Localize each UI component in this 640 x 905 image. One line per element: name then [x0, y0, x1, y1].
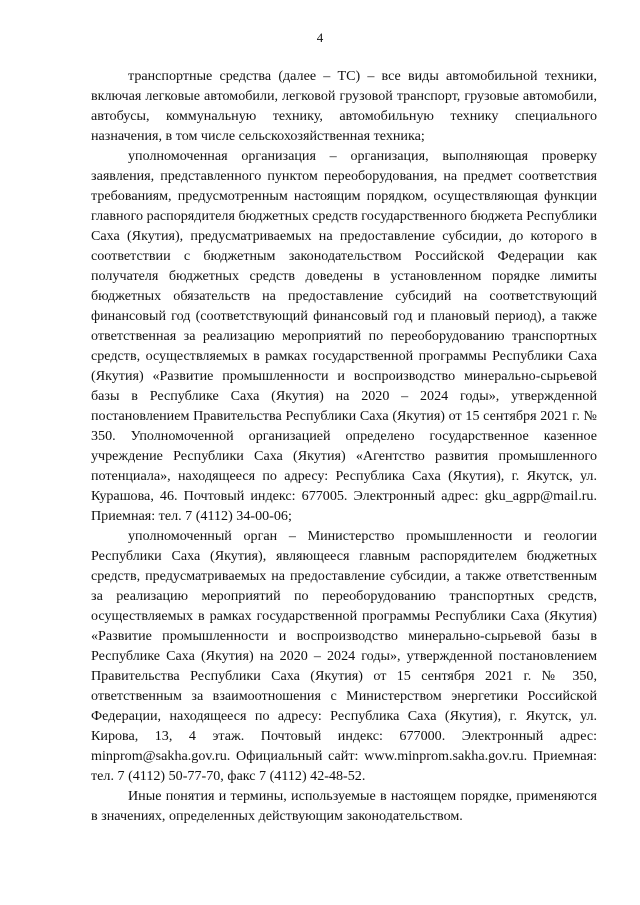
paragraph-other-terms: Иные понятия и термины, используемые в настоящем порядке, применяются в значениях, определенных действующим законодательством.	[91, 788, 597, 824]
paragraph-authorized-organization: уполномоченная организация – организация, выполняющая проверку заявления, представленного пунктом переоборудования, на предмет соответствия требованиям, предусмотренным настоящим порядком, осуществляющая функции главного распорядителя бюджетных средств государственного бюджета Республики Саха (Якутия), предусматриваемых на предоставление субсидии, до которого в соответствии с бюджетным законодательством Российской Федерации как получателя бюджетных средств доведены в установленном порядке лимиты бюджетных обязательств на предоставление субсидий на соответствующий финансовый год (соответствующий финансовый год и плановый период), а также ответственная за реализацию мероприятий по переоборудованию транспортных средств, осуществляемых в рамках государственной программы Республики Саха (Якутия) «Развитие промышленности и воспроизводство минерально-сырьевой базы в Республике Саха (Якутия) на 2020 – 2024 годы», утвержденной постановлением Правительства Республики Саха (Якутия) от 15 сентября 2021 г. № 350. Уполномоченной организацией определено государственное казенное учреждение Республики Саха (Якутия) «Агентство развития промышленного потенциала», находящееся по адресу: Республика Саха (Якутия), г. Якутск, ул. Курашова, 46. Почтовый индекс: 677005. Электронный адрес: gku_agpp@mail.ru. Приемная: тел. 7 (4112) 34-00-06;	[91, 148, 597, 524]
page-number: 4	[316, 30, 324, 45]
document-body	[91, 66, 597, 826]
paragraph-authorized-body: уполномоченный орган – Министерство промышленности и геологии Республики Саха (Якутия), являющееся главным распорядителем бюджетных средств, предусматриваемых на предоставление субсидии, а также ответственным за реализацию мероприятий по переоборудованию транспортных средств, осуществляемых в рамках государственной программы Республики Саха (Якутия) «Развитие промышленности и воспроизводство минерально-сырьевой базы в Республике Саха (Якутия) на 2020 – 2024 годы», утвержденной постановлением Правительства Республики Саха (Якутия) от 15 сентября 2021 г. № 350, ответственным за взаимоотношения с Министерством энергетики Российской Федерации, находящееся по адресу: Республика Саха (Якутия), г. Якутск, ул. Кирова, 13, 4 этаж. Почтовый индекс: 677000. Электронный адрес: minprom@sakha.gov.ru. Официальный сайт: www.minprom.sakha.gov.ru. Приемная: тел. 7 (4112) 50-77-70, факс 7 (4112) 42-48-52.	[91, 528, 597, 784]
paragraph-transport-definition: транспортные средства (далее – ТС) – все виды автомобильной техники, включая легковые автомобили, легковой грузовой транспорт, грузовые автомобили, автобусы, коммунальную технику, автомобильную технику специального назначения, в том числе сельскохозяйственная техника;	[91, 68, 597, 144]
